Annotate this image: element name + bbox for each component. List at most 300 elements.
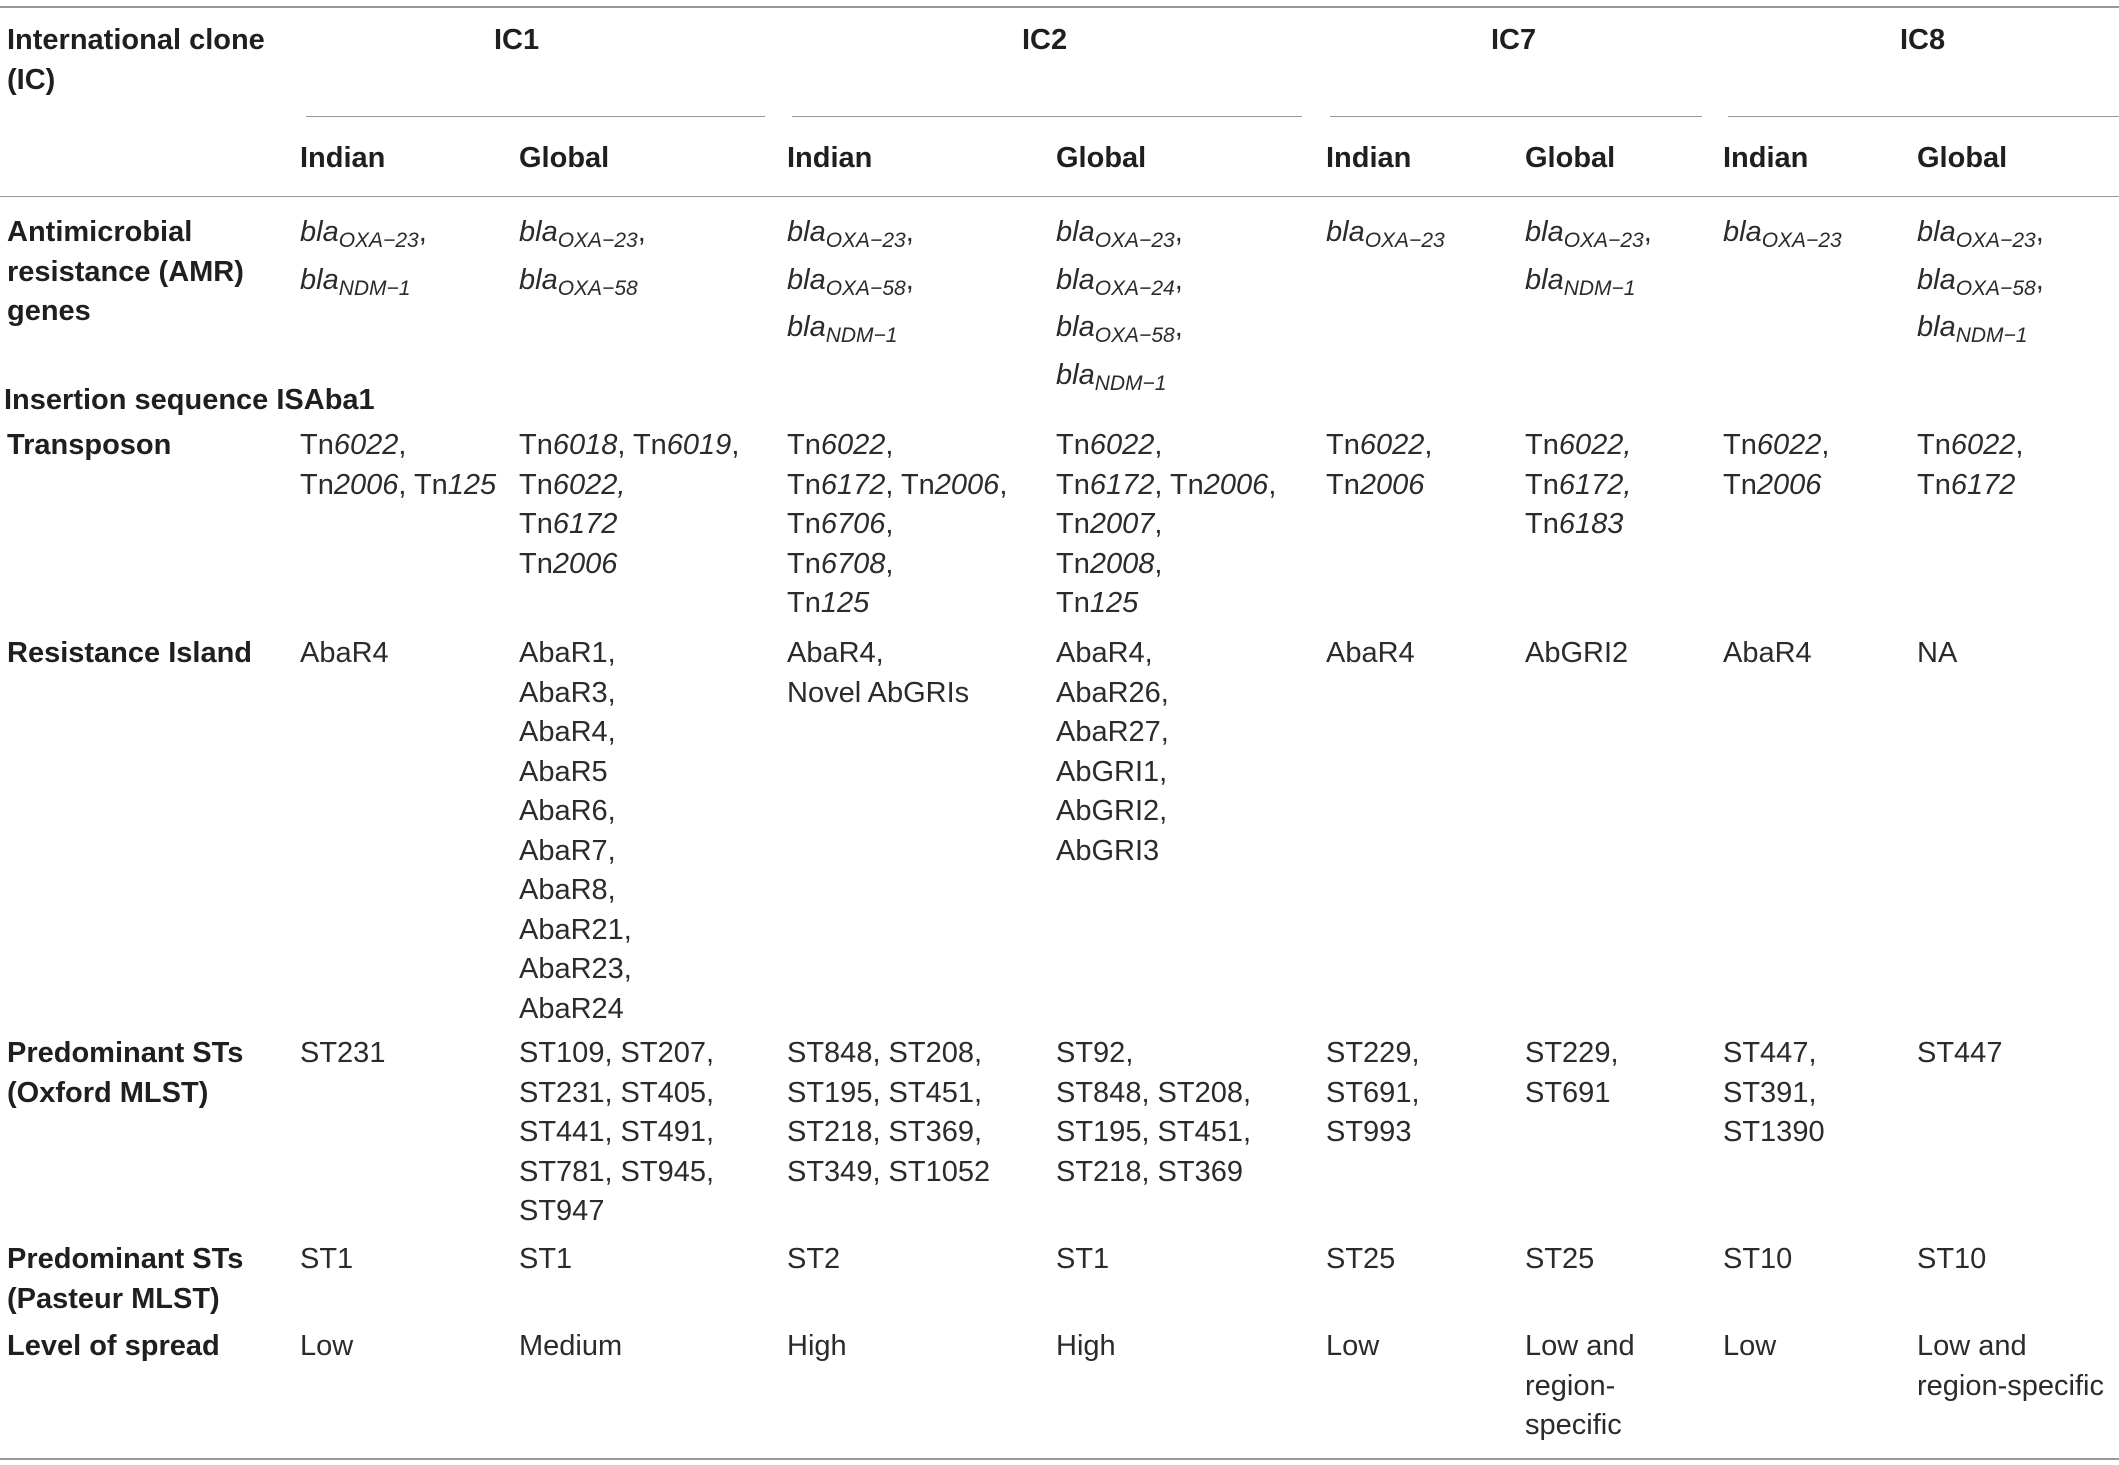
cell-line: ST391,: [1723, 1076, 1817, 1109]
transposon-prefix: Tn: [787, 547, 821, 580]
transposon-number: 2008: [1089, 547, 1155, 580]
separator: ,: [1154, 468, 1170, 501]
separator: ,: [1821, 429, 1830, 461]
transposon-entry: [300, 466, 496, 506]
transposon-entry: [1723, 426, 1829, 466]
gene-prefix: bla: [1056, 263, 1095, 296]
transposon-prefix: Tn: [413, 468, 448, 501]
transposon-prefix: Tn: [787, 468, 821, 501]
transposon-prefix: Tn: [787, 508, 821, 540]
row-label-spread: [7, 1327, 220, 1367]
cell-line: ST218, ST369,: [787, 1116, 983, 1148]
cell-line: AbGRI2: [1525, 637, 1629, 669]
transposon-prefix: Tn: [1169, 468, 1204, 501]
row-label-oxford: [7, 1034, 243, 1113]
gene-subscript: NDM−1: [1563, 276, 1636, 300]
transposon-prefix: Tn: [1056, 587, 1090, 619]
separator: ,: [1154, 508, 1163, 540]
amr-gene: [519, 261, 646, 309]
row-label-line: genes: [7, 295, 91, 327]
transposon-cell: [1723, 426, 1829, 505]
transposon-prefix: Tn: [1525, 468, 1559, 501]
cell-line: specific: [1525, 1409, 1622, 1441]
transposon-number: 6019: [666, 429, 732, 461]
transposon-number: 6183: [1558, 508, 1624, 540]
island-cell: [1525, 634, 1628, 674]
cell-line: Medium: [519, 1330, 623, 1362]
cell-line: AbaR6,: [519, 795, 616, 827]
gene-prefix: bla: [787, 311, 826, 343]
gene-subscript: OXA−23: [1563, 229, 1644, 252]
amr-cell: [519, 213, 646, 308]
transposon-number: 6172: [552, 508, 618, 540]
cell-line: AbaR24: [519, 992, 624, 1025]
cell-line: ST231: [300, 1037, 386, 1069]
transposon-cell: [1326, 426, 1432, 505]
transposon-entry: [787, 584, 1007, 624]
clone-header-ic2: IC2: [1022, 24, 1068, 56]
cell-line: ST691: [1525, 1076, 1611, 1109]
gene-prefix: bla: [1056, 311, 1095, 343]
amr-gene: [1525, 213, 1652, 261]
transposon-entry: [519, 426, 739, 466]
transposon-entry: [519, 505, 739, 545]
cell-line: AbaR4,: [1056, 637, 1153, 669]
amr-gene: [787, 213, 914, 261]
gene-subscript: NDM−1: [1955, 324, 2028, 347]
transposon-prefix: Tn: [787, 587, 821, 619]
cell-line: Low: [300, 1330, 354, 1362]
row-label-amr: [7, 213, 244, 332]
gene-prefix: bla: [1723, 216, 1762, 248]
row-label-line: (Pasteur MLST): [7, 1282, 220, 1315]
cell-line: ST349, ST1052: [787, 1155, 991, 1188]
transposon-number: 6172,: [1558, 468, 1632, 501]
column-subheader-global: Global: [1056, 142, 1147, 174]
gene-separator: ,: [418, 216, 427, 248]
transposon-entry: [1917, 466, 2023, 506]
row-label-line: Predominant STs: [7, 1243, 244, 1275]
corner-header-line: (IC): [7, 63, 56, 96]
cell-line: ST231, ST405,: [519, 1076, 715, 1109]
cell-line: NA: [1917, 637, 1958, 669]
oxford-cell: [1917, 1034, 2002, 1074]
gene-subscript: OXA−58: [557, 276, 638, 300]
island-cell: [300, 634, 389, 674]
cell-line: ST1: [1056, 1243, 1110, 1275]
ic8-group-rule: [1728, 116, 2119, 117]
amr-gene: [787, 261, 914, 309]
transposon-cell: [787, 426, 1007, 624]
cell-line: ST25: [1326, 1243, 1396, 1275]
column-subheader-indian: Indian: [1326, 142, 1412, 174]
transposon-number: 6022: [820, 429, 886, 461]
spread-cell: [787, 1327, 847, 1367]
cell-line: AbaR26,: [1056, 676, 1169, 709]
transposon-prefix: Tn: [519, 508, 553, 540]
spread-cell: [1056, 1327, 1116, 1367]
clone-header-ic7: IC7: [1491, 24, 1537, 56]
transposon-entry: [787, 545, 1007, 585]
row-label-line: Level of spread: [7, 1330, 220, 1362]
island-cell: [519, 634, 632, 1029]
gene-subscript: OXA−58: [1955, 276, 2036, 300]
transposon-number: 2006: [934, 468, 1000, 501]
cell-line: ST691,: [1326, 1076, 1420, 1109]
transposon-entry: [519, 466, 739, 506]
ic1-group-rule: [306, 116, 765, 117]
transposon-prefix: Tn: [300, 429, 334, 461]
oxford-cell: [519, 1034, 714, 1232]
cell-line: High: [1056, 1330, 1116, 1362]
gene-subscript: OXA−23: [557, 229, 638, 252]
spread-cell: [300, 1327, 353, 1367]
transposon-number: 2006: [1203, 468, 1269, 501]
spread-cell: [1917, 1327, 2104, 1406]
cell-line: AbaR21,: [519, 913, 632, 946]
gene-prefix: bla: [519, 263, 558, 296]
oxford-cell: [1525, 1034, 1619, 1113]
gene-prefix: bla: [1056, 358, 1095, 391]
ic2-group-rule: [792, 116, 1302, 117]
separator: ,: [398, 468, 414, 501]
transposon-number: 125: [820, 587, 870, 619]
transposon-entry: [1056, 466, 1276, 506]
separator: ,: [731, 429, 740, 461]
pasteur-cell: [1917, 1240, 1986, 1280]
amr-gene: [1917, 213, 2044, 261]
gene-subscript: OXA−23: [1364, 229, 1445, 252]
transposon-number: 6172: [1089, 468, 1155, 501]
row-label-insertion: Insertion sequence ISAba1: [4, 384, 375, 416]
gene-prefix: bla: [787, 263, 826, 296]
amr-cell: [1056, 213, 1183, 403]
spread-cell: [519, 1327, 622, 1367]
cell-line: ST195, ST451,: [1056, 1116, 1252, 1148]
transposon-number: 125: [1089, 587, 1139, 619]
transposon-entry: [1056, 426, 1276, 466]
cell-line: ST10: [1917, 1243, 1987, 1275]
cell-line: AbaR5: [519, 755, 608, 788]
separator: ,: [885, 508, 894, 540]
transposon-cell: [1056, 426, 1276, 624]
amr-gene: [1723, 213, 1842, 261]
transposon-prefix: Tn: [1525, 429, 1559, 461]
separator: ,: [1154, 547, 1163, 580]
amr-gene: [300, 261, 427, 309]
transposon-prefix: Tn: [1056, 429, 1090, 461]
transposon-cell: [1525, 426, 1631, 545]
spread-cell: [1326, 1327, 1379, 1367]
cell-line: ST218, ST369: [1056, 1155, 1243, 1188]
cell-line: region-: [1525, 1369, 1616, 1402]
cell-line: ST229,: [1525, 1037, 1619, 1069]
transposon-cell: [300, 426, 496, 505]
cell-line: AbaR23,: [519, 953, 632, 985]
amr-gene: [1056, 308, 1183, 356]
transposon-number: 125: [447, 468, 497, 501]
transposon-number: 6706: [820, 508, 886, 540]
amr-gene: [1326, 213, 1445, 261]
transposon-prefix: Tn: [519, 547, 553, 580]
transposon-entry: [787, 466, 1007, 506]
gene-subscript: NDM−1: [338, 276, 411, 300]
gene-separator: ,: [905, 216, 914, 248]
cell-line: Low: [1723, 1330, 1777, 1362]
cell-line: ST1390: [1723, 1116, 1825, 1148]
island-cell: [1056, 634, 1169, 871]
gene-separator: ,: [1174, 311, 1183, 343]
transposon-entry: [1326, 426, 1432, 466]
cell-line: ST92,: [1056, 1037, 1134, 1069]
transposon-entry: [1525, 505, 1631, 545]
separator: ,: [617, 429, 633, 461]
cell-line: ST947: [519, 1195, 605, 1227]
gene-prefix: bla: [787, 216, 826, 248]
column-subheader-global: Global: [519, 142, 610, 174]
amr-cell: [300, 213, 427, 308]
transposon-number: 2006: [333, 468, 399, 501]
transposon-entry: [1723, 466, 1829, 506]
transposon-prefix: Tn: [900, 468, 935, 501]
cell-line: AbaR8,: [519, 874, 616, 906]
amr-gene: [787, 308, 914, 356]
amr-cell: [1525, 213, 1652, 308]
clone-header-ic8: IC8: [1900, 24, 1946, 56]
oxford-cell: [300, 1034, 385, 1074]
transposon-prefix: Tn: [1056, 547, 1090, 580]
oxford-cell: [1056, 1034, 1251, 1192]
gene-separator: ,: [1174, 263, 1183, 296]
amr-gene: [1056, 261, 1183, 309]
cell-line: ST848, ST208,: [787, 1037, 983, 1069]
island-cell: [787, 634, 969, 713]
column-subheader-indian: Indian: [300, 142, 386, 174]
column-subheader-global: Global: [1525, 142, 1616, 174]
transposon-number: 2007: [1089, 508, 1155, 540]
cell-line: AbGRI3: [1056, 834, 1160, 867]
cell-line: AbaR3,: [519, 676, 616, 709]
transposon-number: 2006: [1359, 468, 1425, 501]
transposon-cell: [519, 426, 739, 584]
transposon-number: 2006: [1756, 468, 1822, 501]
transposon-prefix: Tn: [1525, 508, 1559, 540]
corner-header-line: International clone: [7, 24, 265, 56]
separator: ,: [885, 429, 894, 461]
cell-line: ST10: [1723, 1243, 1793, 1275]
spread-cell: [1525, 1327, 1635, 1446]
transposon-prefix: Tn: [1326, 429, 1360, 461]
amr-cell: [1917, 213, 2044, 356]
row-label-line: Antimicrobial: [7, 216, 193, 248]
transposon-entry: [1326, 466, 1432, 506]
gene-prefix: bla: [1056, 216, 1095, 248]
cell-line: ST781, ST945,: [519, 1155, 715, 1188]
cell-line: ST1: [519, 1243, 573, 1275]
amr-gene: [1056, 213, 1183, 261]
transposon-prefix: Tn: [632, 429, 667, 461]
transposon-number: 6022: [1359, 429, 1425, 461]
row-label-island: [7, 634, 252, 674]
pasteur-cell: [787, 1240, 840, 1280]
row-label-line: Transposon: [7, 429, 172, 461]
transposon-entry: [1056, 545, 1276, 585]
transposon-prefix: Tn: [787, 429, 821, 461]
gene-subscript: OXA−23: [1761, 229, 1842, 252]
pasteur-cell: [1056, 1240, 1109, 1280]
transposon-number: 6022: [1756, 429, 1822, 461]
gene-separator: ,: [905, 263, 914, 296]
transposon-number: 6022: [333, 429, 399, 461]
pasteur-cell: [1723, 1240, 1792, 1280]
cell-line: AbaR4,: [787, 637, 884, 669]
amr-gene: [1525, 261, 1652, 309]
transposon-cell: [1917, 426, 2023, 505]
transposon-number: 6172: [1950, 468, 2016, 501]
transposon-prefix: Tn: [1723, 468, 1757, 501]
cell-line: region-specific: [1917, 1369, 2104, 1402]
row-label-pasteur: [7, 1240, 243, 1319]
pasteur-cell: [1525, 1240, 1594, 1280]
oxford-cell: [1723, 1034, 1825, 1153]
pasteur-cell: [1326, 1240, 1395, 1280]
amr-cell: [1326, 213, 1445, 261]
top-rule: [0, 6, 2119, 8]
cell-line: ST195, ST451,: [787, 1076, 983, 1109]
transposon-number: 6022: [1089, 429, 1155, 461]
amr-gene: [1056, 356, 1183, 404]
transposon-number: 6708: [820, 547, 886, 580]
cell-line: ST25: [1525, 1243, 1595, 1275]
transposon-entry: [1525, 466, 1631, 506]
gene-prefix: bla: [300, 216, 339, 248]
cell-line: Low and: [1917, 1330, 2027, 1362]
cell-line: AbGRI1,: [1056, 755, 1168, 788]
amr-cell: [787, 213, 914, 356]
transposon-entry: [787, 505, 1007, 545]
transposon-prefix: Tn: [1056, 468, 1090, 501]
separator: ,: [1268, 468, 1277, 501]
clone-header-ic1: IC1: [494, 24, 540, 56]
amr-gene: [1917, 261, 2044, 309]
amr-gene: [519, 213, 646, 261]
transposon-prefix: Tn: [1723, 429, 1757, 461]
cell-line: ST848, ST208,: [1056, 1076, 1252, 1109]
cell-line: Low and: [1525, 1330, 1635, 1362]
transposon-entry: [1917, 426, 2023, 466]
spread-cell: [1723, 1327, 1776, 1367]
cell-line: Low: [1326, 1330, 1380, 1362]
gene-subscript: OXA−24: [1094, 276, 1175, 300]
gene-separator: ,: [1174, 216, 1183, 248]
gene-subscript: OXA−23: [1955, 229, 2036, 252]
cell-line: AbaR4: [1723, 637, 1812, 669]
island-cell: [1917, 634, 1957, 674]
transposon-number: 6022: [1950, 429, 2016, 461]
island-cell: [1326, 634, 1415, 674]
gene-prefix: bla: [1525, 216, 1564, 248]
transposon-prefix: Tn: [1326, 468, 1360, 501]
cell-line: ST229,: [1326, 1037, 1420, 1069]
gene-prefix: bla: [1917, 216, 1956, 248]
transposon-entry: [300, 426, 496, 466]
gene-separator: ,: [637, 216, 646, 248]
gene-subscript: OXA−58: [825, 276, 906, 300]
cell-line: High: [787, 1330, 847, 1362]
gene-prefix: bla: [300, 263, 339, 296]
transposon-entry: [1056, 505, 1276, 545]
transposon-number: 2006: [552, 547, 618, 580]
cell-line: AbaR27,: [1056, 716, 1169, 748]
gene-subscript: OXA−23: [338, 229, 419, 252]
row-label-line: Predominant STs: [7, 1037, 244, 1069]
separator: ,: [2015, 429, 2024, 461]
corner-header: [7, 21, 265, 100]
transposon-number: 6022,: [1558, 429, 1632, 461]
cell-line: ST447: [1917, 1037, 2003, 1069]
cell-line: ST109, ST207,: [519, 1037, 715, 1069]
cell-line: Novel AbGRIs: [787, 676, 970, 709]
island-cell: [1723, 634, 1812, 674]
cell-line: ST2: [787, 1243, 841, 1275]
gene-prefix: bla: [1917, 311, 1956, 343]
transposon-entry: [1056, 584, 1276, 624]
gene-subscript: OXA−23: [825, 229, 906, 252]
amr-gene: [1917, 308, 2044, 356]
row-label-line: (Oxford MLST): [7, 1076, 209, 1109]
transposon-number: 6172: [820, 468, 886, 501]
separator: ,: [999, 468, 1008, 501]
transposon-prefix: Tn: [1056, 508, 1090, 540]
cell-line: AbaR1,: [519, 637, 616, 669]
separator: ,: [1424, 429, 1433, 461]
transposon-prefix: Tn: [1917, 468, 1951, 501]
gene-subscript: NDM−1: [825, 324, 898, 347]
row-label-line: resistance (AMR): [7, 255, 244, 288]
gene-subscript: OXA−58: [1094, 324, 1175, 347]
gene-subscript: OXA−23: [1094, 229, 1175, 252]
cell-line: AbaR4: [1326, 637, 1415, 669]
transposon-prefix: Tn: [300, 468, 334, 501]
cell-line: AbaR4: [300, 637, 389, 669]
row-label-transposon: [7, 426, 171, 466]
separator: ,: [885, 468, 901, 501]
separator: ,: [398, 429, 407, 461]
header-rule: [0, 196, 2119, 197]
gene-separator: ,: [2035, 263, 2044, 296]
column-subheader-indian: Indian: [1723, 142, 1809, 174]
transposon-prefix: Tn: [519, 468, 553, 501]
cell-line: ST441, ST491,: [519, 1116, 715, 1148]
row-label-line: Resistance Island: [7, 637, 252, 669]
gene-subscript: NDM−1: [1094, 371, 1167, 395]
gene-prefix: bla: [1917, 263, 1956, 296]
gene-prefix: bla: [519, 216, 558, 248]
column-subheader-indian: Indian: [787, 142, 873, 174]
transposon-number: 6022,: [552, 468, 626, 501]
cell-line: AbaR7,: [519, 834, 616, 867]
gene-separator: ,: [1643, 216, 1652, 248]
gene-separator: ,: [2035, 216, 2044, 248]
amr-cell: [1723, 213, 1842, 261]
transposon-entry: [1525, 426, 1631, 466]
cell-line: AbaR4,: [519, 716, 616, 748]
transposon-entry: [519, 545, 739, 585]
pasteur-cell: [519, 1240, 572, 1280]
transposon-number: 6018: [552, 429, 618, 461]
oxford-cell: [787, 1034, 990, 1192]
ic7-group-rule: [1330, 116, 1702, 117]
